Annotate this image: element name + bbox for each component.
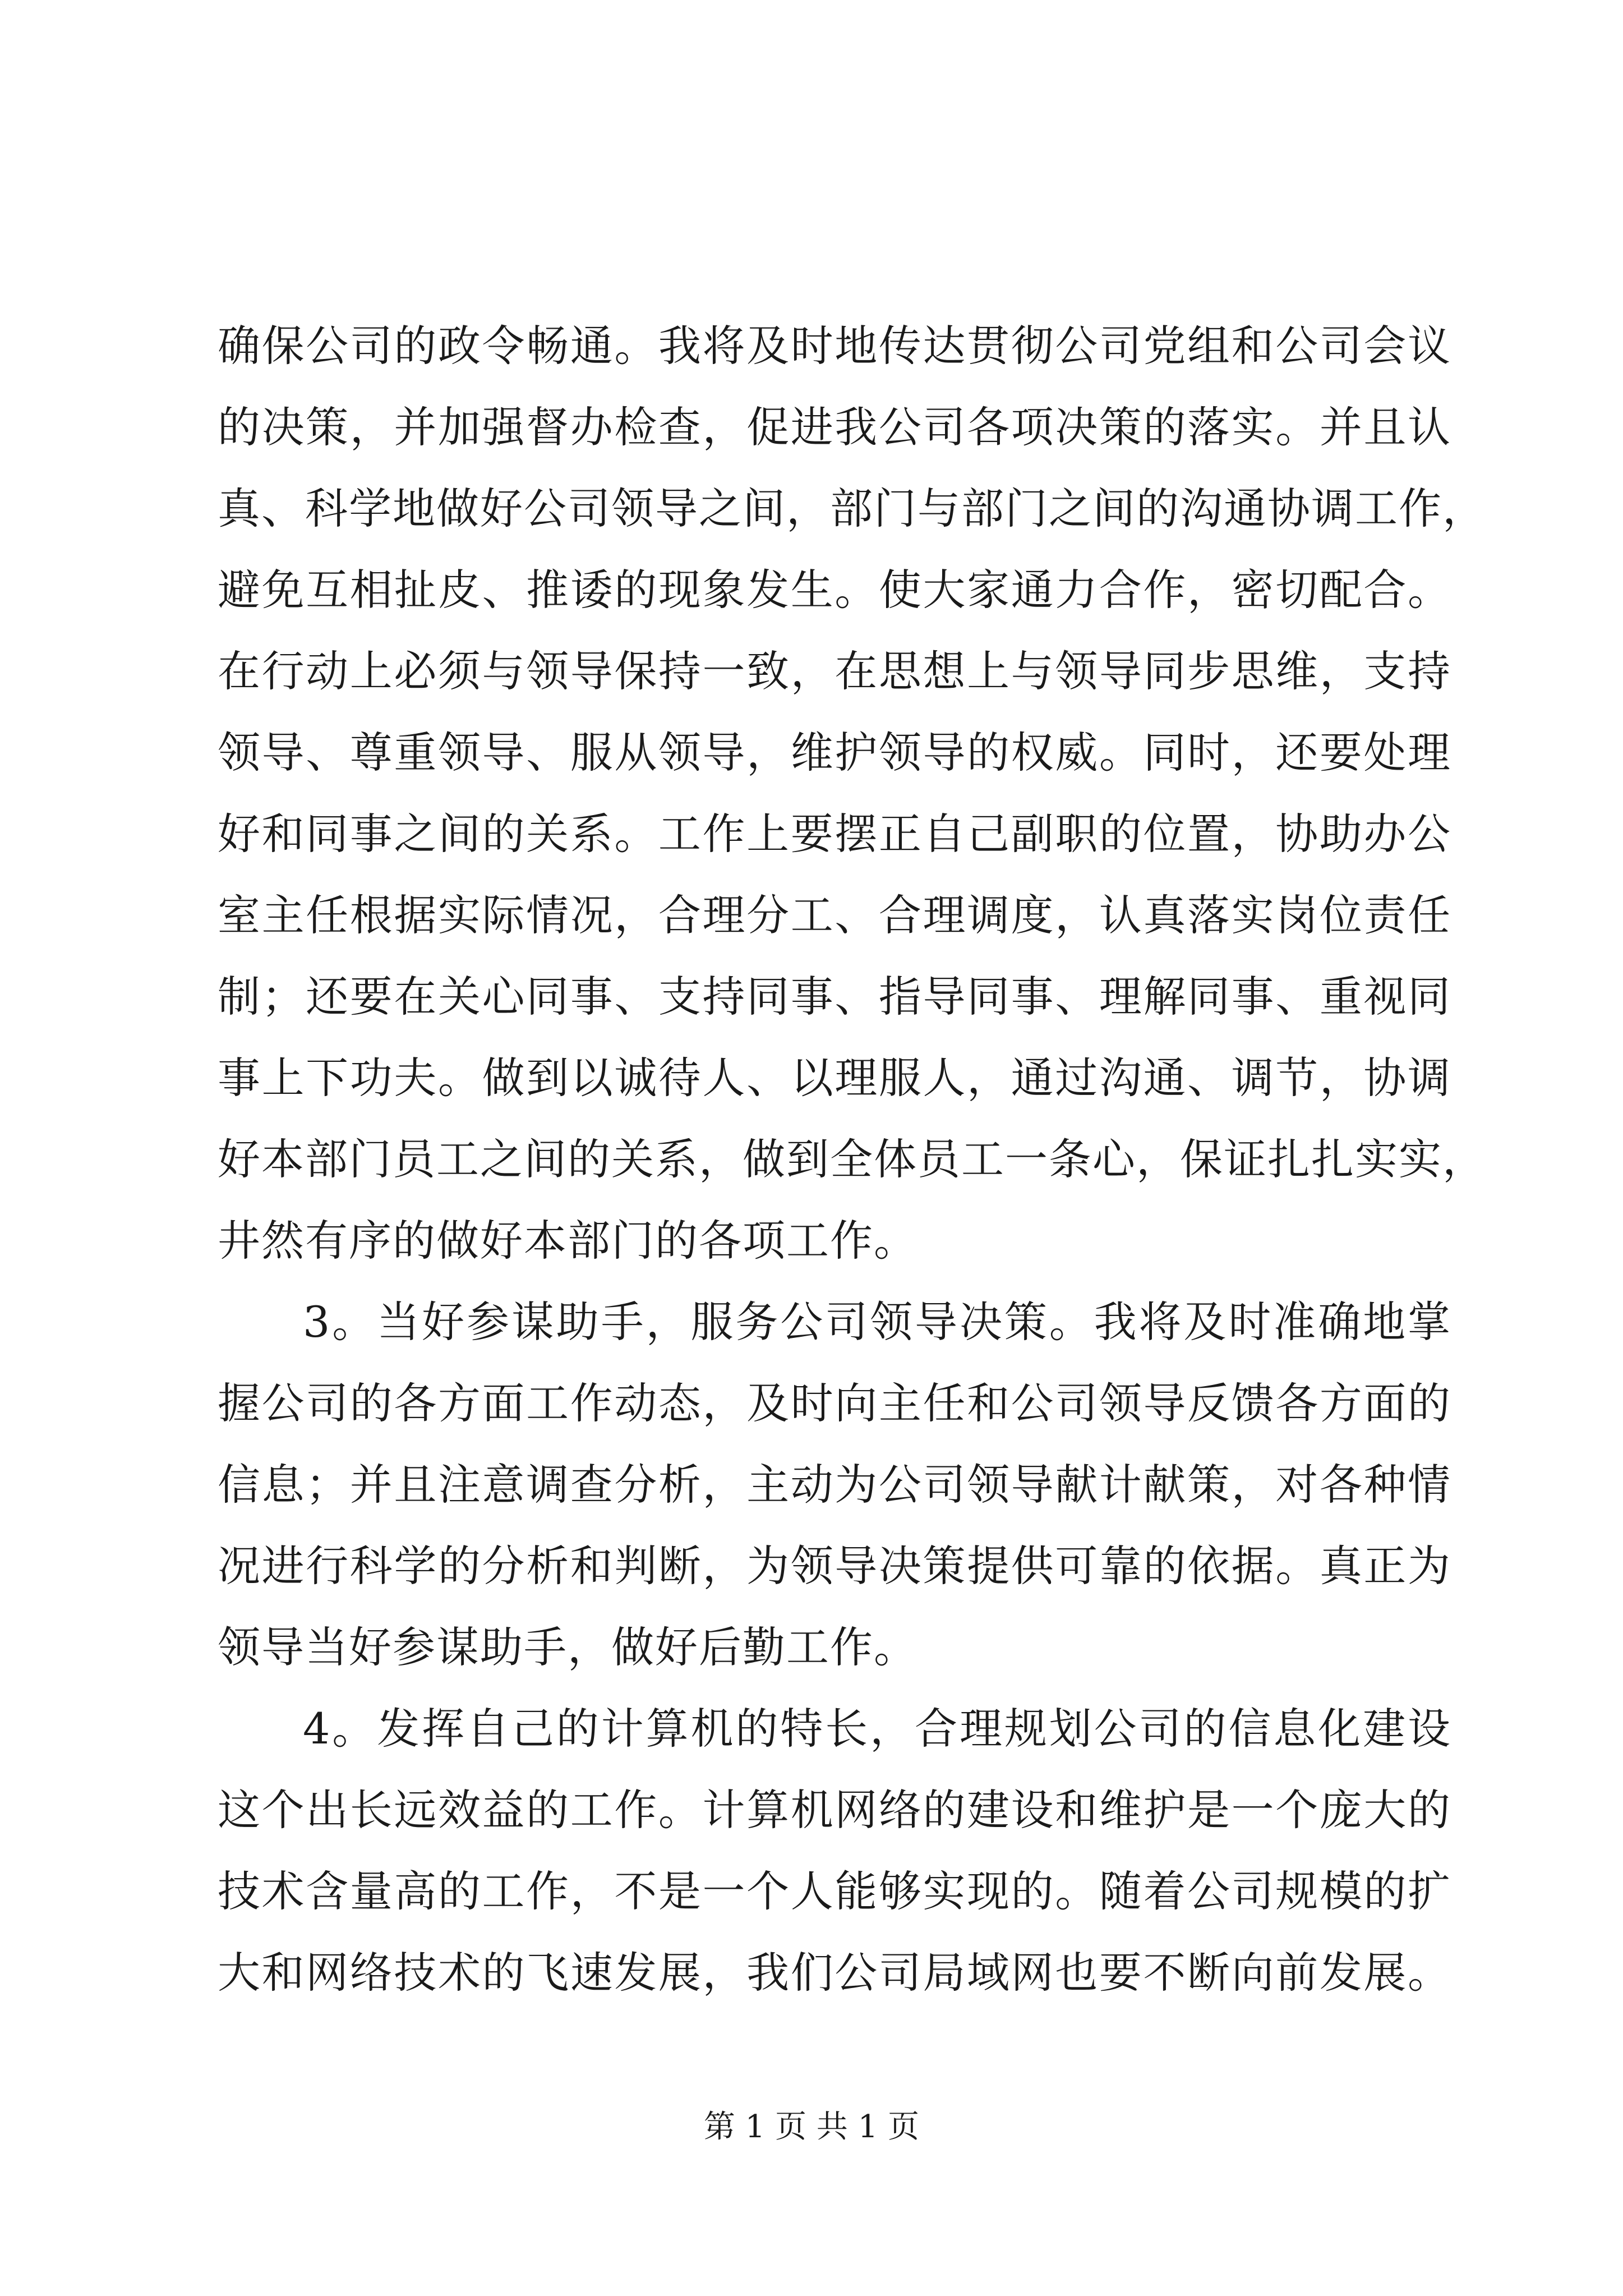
document-body [218, 305, 1486, 2013]
text-line: 制；还要在关心同事、支持同事、指导同事、理解同事、重视同 [218, 972, 1451, 1022]
text-line: 领导、尊重领导、服从领导，维护领导的权威。同时，还要处理 [218, 728, 1451, 777]
text-line: 好和同事之间的关系。工作上要摆正自己副职的位置，协助办公 [218, 809, 1451, 859]
text-line: 领导当好参谋助手，做好后勤工作。 [218, 1622, 917, 1672]
text-line: 事上下功夫。做到以诚待人、以理服人，通过沟通、调节，协调 [218, 1053, 1451, 1103]
text-line: 确保公司的政令畅通。我将及时地传达贯彻公司党组和公司会议 [218, 321, 1451, 371]
text-line: 在行动上必须与领导保持一致，在思想上与领导同步思维，支持 [218, 646, 1451, 696]
text-line: 技术含量高的工作，不是一个人能够实现的。随着公司规模的扩 [218, 1866, 1451, 1916]
text-line: 好本部门员工之间的关系，做到全体员工一条心，保证扎扎实实， [218, 1134, 1486, 1184]
text-line: 大和网络技术的飞速发展，我们公司局域网也要不断向前发展。 [218, 1948, 1451, 1998]
text-line: 况进行科学的分析和判断，为领导决策提供可靠的依据。真正为 [218, 1541, 1451, 1591]
text-line: 井然有序的做好本部门的各项工作。 [218, 1216, 917, 1266]
text-line: 室主任根据实际情况，合理分工、合理调度，认真落实岗位责任 [218, 890, 1451, 940]
text-line: 这个出长远效益的工作。计算机网络的建设和维护是一个庞大的 [218, 1785, 1451, 1835]
text-line: 真、科学地做好公司领导之间，部门与部门之间的沟通协调工作， [218, 484, 1486, 533]
text-line: 避免互相扯皮、推诿的现象发生。使大家通力合作，密切配合。 [218, 565, 1451, 615]
text-line: 的决策，并加强督办检查，促进我公司各项决策的落实。并且认 [218, 402, 1451, 452]
page-footer: 第 1 页 共 1 页 [703, 2109, 920, 2145]
text-line: 信息；并且注意调查分析，主动为公司领导献计献策，对各种情 [218, 1460, 1451, 1510]
text-line: 握公司的各方面工作动态，及时向主任和公司领导反馈各方面的 [218, 1378, 1451, 1428]
paragraph-3-first-line: 3。当好参谋助手，服务公司领导决策。我将及时准确地掌 [303, 1297, 1451, 1347]
paragraph-4-first-line: 4。发挥自己的计算机的特长，合理规划公司的信息化建设 [303, 1704, 1451, 1754]
